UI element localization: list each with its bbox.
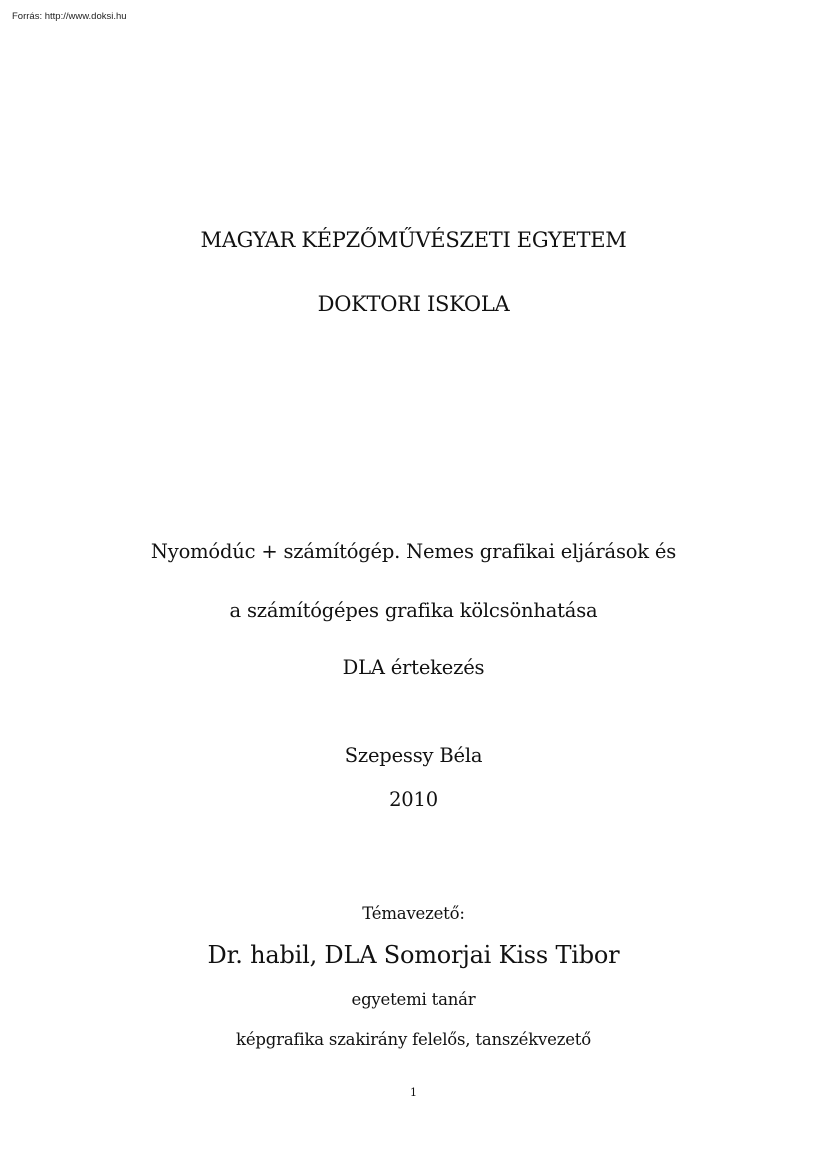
supervisor-position: egyetemi tanár — [351, 990, 476, 1009]
supervisor-role: képgrafika szakirány felelős, tanszékvezető — [236, 1030, 591, 1049]
thesis-title-line-2: a számítógépes grafika kölcsönhatása — [229, 599, 598, 622]
thesis-type: DLA értekezés — [342, 656, 485, 679]
supervisor-label: Témavezető: — [362, 904, 465, 923]
year: 2010 — [389, 788, 438, 811]
author-name: Szepessy Béla — [344, 744, 483, 767]
university-name: MAGYAR KÉPZŐMŰVÉSZETI EGYETEM — [200, 228, 627, 252]
supervisor-name: Dr. habil, DLA Somorjai Kiss Tibor — [207, 941, 620, 969]
source-note: Forrás: http://www.doksi.hu — [12, 11, 127, 22]
doctoral-school: DOKTORI ISKOLA — [317, 292, 510, 316]
thesis-title-line-1: Nyomódúc + számítógép. Nemes grafikai eljárások és — [150, 540, 677, 563]
page-number: 1 — [410, 1086, 417, 1099]
